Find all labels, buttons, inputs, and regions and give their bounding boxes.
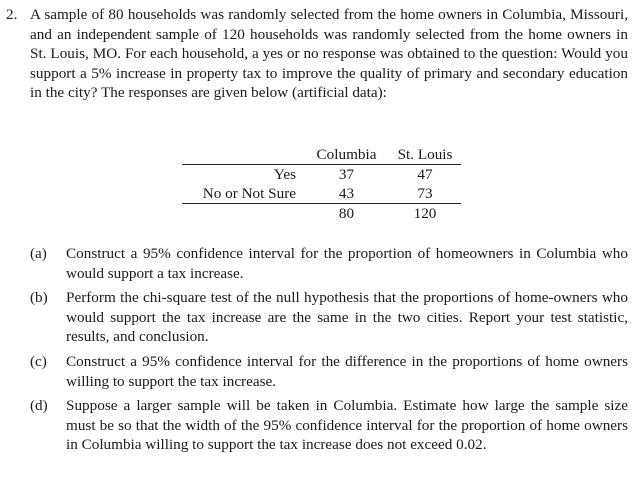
row-label-yes: Yes (273, 166, 296, 183)
table-row-no (182, 184, 461, 204)
part-d-label: (d) (30, 397, 48, 415)
problem-block (6, 5, 628, 103)
total-st-louis: 120 (413, 205, 437, 222)
part-b-label: (b) (30, 289, 48, 307)
table-corner (182, 145, 304, 165)
total-columbia: 80 (338, 205, 355, 222)
cell-no-columbia: 43 (304, 184, 389, 204)
totals-label (182, 204, 304, 224)
part-c-label: (c) (30, 352, 47, 370)
part-d-text: Suppose a larger sample will be taken in Columbia. Estimate how large the sample size must be so that the width of the 95% confidence interval for the proportion of home owners in Columbia willing to support the tax increase does not exceed 0.02. (66, 397, 628, 454)
problem-intro: A sample of 80 households was randomly selected from the home owners in Columbia, Missouri, and an independent sample of 120 households was randomly selected from the home owners in St. Louis, MO. For each household, a yes or no response was obtained to the question: Would you support a 5% increase in property tax to improve the quality of primary and secondary education in the city? The responses are given below (artificial data): (30, 6, 628, 102)
cell-yes-columbia: 37 (338, 166, 355, 183)
column-header-columbia: Columbia (304, 145, 389, 165)
part-a-label: (a) (30, 245, 47, 262)
table-row-yes (182, 165, 461, 185)
part-a (30, 244, 628, 283)
column-header-st-louis: St. Louis (389, 145, 461, 165)
row-label-no: No or Not Sure (182, 184, 304, 204)
response-table (182, 145, 461, 223)
cell-yes-st-louis: 47 (417, 166, 433, 183)
problem-header (6, 5, 628, 103)
part-a-text: Construct a 95% confidence interval for the proportion of homeowners in Columbia who would support a tax increase. (66, 245, 628, 282)
question-parts (30, 244, 628, 460)
part-b-text: Perform the chi-square test of the null hypothesis that the proportions of home-owners who would support the tax increase are the same in the two cities. Report your test statistic, results, and conclusion. (66, 289, 628, 346)
cell-no-st-louis: 73 (389, 184, 461, 204)
part-d (30, 396, 628, 455)
part-c (30, 352, 628, 391)
part-c-text: Construct a 95% confidence interval for the difference in the proportions of home owners willing to support the tax increase. (66, 352, 628, 390)
contingency-table (182, 145, 461, 223)
table-totals-row (182, 204, 461, 224)
table-header-row (182, 145, 461, 165)
part-b (30, 288, 628, 347)
problem-number: 2. (6, 6, 18, 23)
